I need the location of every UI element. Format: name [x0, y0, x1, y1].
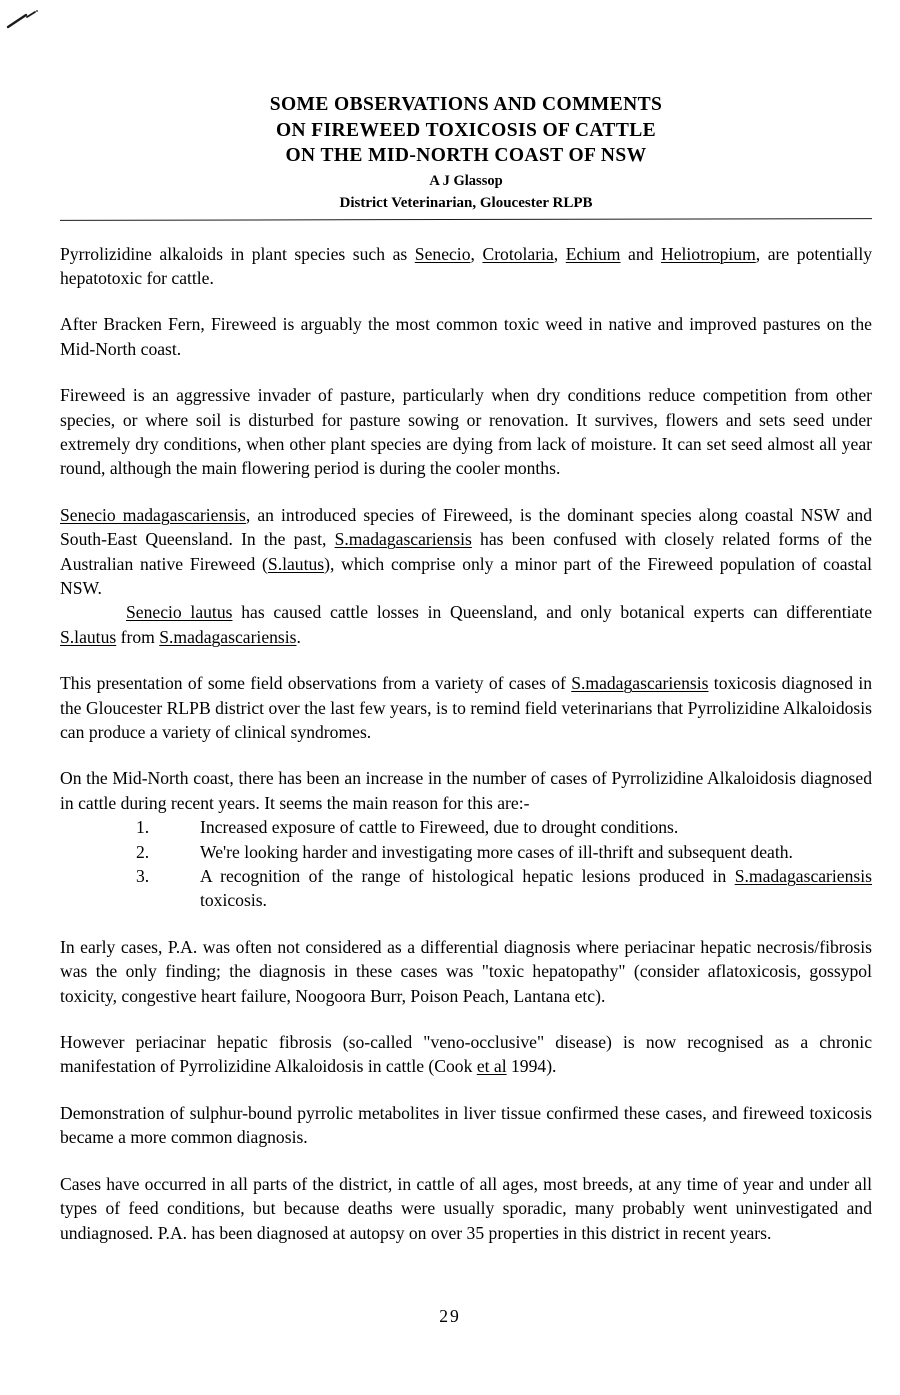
author-affiliation: District Veterinarian, Gloucester RLPB	[339, 194, 593, 211]
p6-text-a: This presentation of some field observations from a variety of cases of	[60, 673, 572, 694]
list-item-number-1: 1.	[136, 817, 150, 838]
list-item	[60, 840, 872, 864]
species-senecio: Senecio	[414, 243, 471, 264]
p1-text-c: ,	[553, 243, 566, 264]
paragraph-7: On the Mid-North coast, there has been an increase in the number of cases of Pyrrolizidine Alkaloidosis diagnosed in cattle during recent years. It seems the main reason for this are:-	[60, 768, 872, 813]
species-s-madagascariensis-4: S.madagascariensis	[734, 866, 872, 887]
list-item	[60, 864, 872, 913]
list-item-text-2: We're looking harder and investigating more cases of ill-thrift and subsequent death.	[200, 841, 793, 862]
p1-text-a: Pyrrolizidine alkaloids in plant species such as	[60, 243, 415, 264]
page-number: 29	[439, 1306, 461, 1326]
page-title-line-2: ON FIREWEED TOXICOSIS OF CATTLE	[275, 119, 657, 141]
paragraph-5-run	[60, 600, 872, 649]
list-item-number-3: 3.	[136, 866, 150, 887]
species-s-lautus-2: S.lautus	[60, 626, 117, 647]
paragraph-2: After Bracken Fern, Fireweed is arguably the most common toxic weed in native and improved pastures on the Mid-North coast.	[60, 314, 872, 359]
p5-text-a: has caused cattle losses in Queensland, and only botanical experts can differentiate	[232, 602, 872, 623]
paragraph-8: In early cases, P.A. was often not considered as a differential diagnosis where periacinar hepatic necrosis/fibrosis was the only finding; the diagnosis in these cases was "toxic hepatopathy" (consider aflatoxicosis, gossypol toxicity, congestive heart failure, Noogoora Burr, Poison Peach, Lantana etc).	[60, 936, 872, 1006]
paragraph-11: Cases have occurred in all parts of the district, in cattle of all ages, most breeds, at any time of year and under all types of feed conditions, but because deaths were usually sporadic, many probably went uninvestigated and undiagnosed. P.A. has been diagnosed at autopsy on over 35 properties in this district in recent years.	[60, 1173, 872, 1243]
list-item-3-text-a: A recognition of the range of histological hepatic lesions produced in	[200, 866, 735, 887]
species-senecio-lautus: Senecio lautus	[126, 602, 233, 623]
p5-text-b: from	[116, 626, 160, 647]
author-name: A J Glassop	[429, 172, 503, 189]
paragraph-9	[60, 1030, 872, 1079]
p6-text-b: toxicosis diagnosed in the Gloucester RLPB district over the last few years, is to remind field veterinarians that Pyrrolizidine Alkaloidosis can produce a variety of clinical syndromes.	[60, 673, 873, 742]
paragraph-10: Demonstration of sulphur-bound pyrrolic metabolites in liver tissue confirmed these cases, and fireweed toxicosis became a more common diagnosis.	[60, 1102, 872, 1148]
page-content	[60, 0, 872, 1245]
list-item-3-text-b: toxicosis.	[200, 890, 267, 911]
paragraph-3: Fireweed is an aggressive invader of pasture, particularly when dry conditions reduce competition from other species, or where soil is disturbed for pasture sowing or renovation. It survives, flowers and sets seed under extremely dry conditions, when other plant species are dying from lack of moisture. It can set seed almost all year round, although the main flowering period is during the cooler months.	[60, 385, 872, 479]
p4-text-c: ), which comprise only a minor part of the Fireweed population of coastal NSW.	[60, 553, 872, 598]
species-s-madagascariensis-3: S.madagascariensis	[571, 673, 709, 694]
list-item-text-1: Increased exposure of cattle to Fireweed, due to drought conditions.	[200, 817, 679, 838]
species-s-lautus: S.lautus	[267, 553, 325, 574]
paragraph-6	[60, 671, 872, 744]
paragraph-5	[60, 600, 872, 649]
title-block	[60, 0, 872, 220]
p1-text-b: ,	[470, 243, 483, 264]
list-item-number-2: 2.	[136, 841, 150, 862]
paragraph-1	[60, 242, 872, 291]
p9-text-b: 1994).	[506, 1056, 557, 1077]
p5-text-c: .	[296, 626, 301, 647]
list-item	[60, 815, 872, 839]
document-body	[60, 242, 872, 1245]
p1-text-d: and	[620, 243, 661, 264]
citation-et-al: et al	[476, 1056, 507, 1077]
p9-text-a: However periacinar hepatic fibrosis (so-called "veno-occlusive" disease) is now recognised as a chronic manifestation of Pyrrolizidine Alkaloidosis in cattle (Cook	[60, 1032, 872, 1077]
scan-artifact-mark	[6, 8, 40, 30]
species-heliotropium: Heliotropium	[660, 243, 756, 264]
species-s-madagascariensis-2: S.madagascariensis	[159, 626, 297, 647]
page-title-line-3: ON THE MID-NORTH COAST OF NSW	[285, 145, 647, 166]
species-crotolaria: Crotolaria	[482, 243, 554, 264]
species-senecio-madagascariensis: Senecio madagascariensis	[60, 504, 246, 525]
reasons-numbered-list	[60, 815, 872, 913]
p4-text-a: , an introduced species of Fireweed, is the dominant species along coastal NSW and South-East Queensland. In the past,	[60, 504, 872, 550]
species-s-madagascariensis: S.madagascariensis	[334, 529, 472, 550]
header-divider	[60, 218, 872, 221]
page-title-line-1: SOME OBSERVATIONS AND COMMENTS	[269, 94, 663, 115]
list-item-text-3	[200, 864, 872, 913]
p4-text-b: has been confused with closely related forms of the Australian native Fireweed (	[60, 529, 872, 574]
p1-text-e: , are potentially hepatotoxic for cattle.	[60, 243, 873, 288]
species-echium: Echium	[565, 243, 621, 264]
paragraph-4	[60, 503, 872, 601]
